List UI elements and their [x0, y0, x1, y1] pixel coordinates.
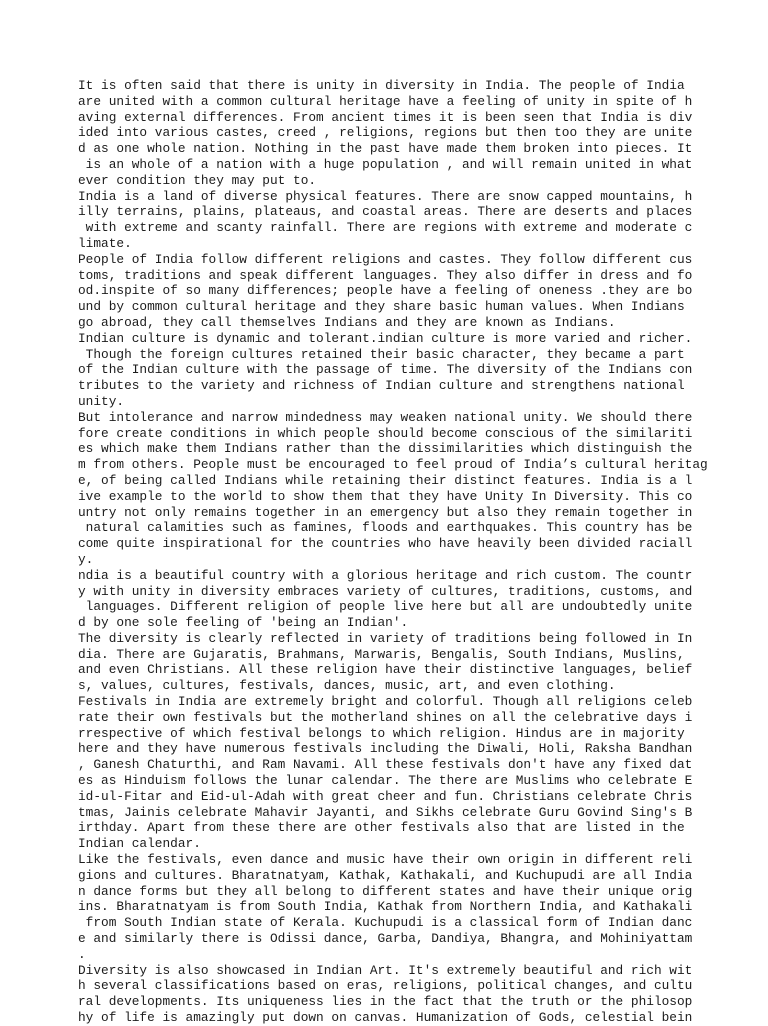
text-line: fore create conditions in which people should become conscious of the similariti: [78, 425, 693, 441]
text-line: und by common cultural heritage and they share basic human values. When Indians: [78, 299, 685, 315]
text-line: ever condition they may put to.: [78, 172, 317, 188]
text-line: rrespective of which festival belongs to which religion. Hindus are in majority: [78, 725, 685, 741]
text-line: tmas, Jainis celebrate Mahavir Jayanti, and Sikhs celebrate Guru Govind Sing's B: [78, 804, 693, 820]
text-line: es as Hinduism follows the lunar calendar. The there are Muslims who celebrate E: [78, 773, 693, 789]
text-line: rate their own festivals but the motherland shines on all the celebrative days i: [78, 709, 693, 725]
text-line: aving external differences. From ancient times it is been seen that India is div: [78, 109, 693, 125]
text-line: dia. There are Gujaratis, Brahmans, Marwaris, Bengalis, South Indians, Muslins,: [78, 646, 685, 662]
text-line: ndia is a beautiful country with a glorious heritage and rich custom. The countr: [78, 567, 693, 583]
text-line: m from others. People must be encouraged to feel proud of India’s cultural heritag: [78, 457, 708, 473]
text-line: h several classifications based on eras, religions, political changes, and cultu: [78, 978, 693, 994]
text-line: toms, traditions and speak different languages. They also differ in dress and fo: [78, 267, 693, 283]
text-line: d by one sole feeling of 'being an Indian'.: [78, 615, 409, 631]
text-line: from South Indian state of Kerala. Kuchupudi is a classical form of Indian danc: [78, 915, 693, 931]
text-line: here and they have numerous festivals including the Diwali, Holi, Raksha Bandhan: [78, 741, 693, 757]
text-line: e, of being called Indians while retaining their distinct features. India is a l: [78, 472, 693, 488]
text-line: ided into various castes, creed , religions, regions but then too they are unite: [78, 125, 693, 141]
text-line: tributes to the variety and richness of Indian culture and strengthens national: [78, 378, 685, 394]
text-line: ive example to the world to show them that they have Unity In Diversity. This co: [78, 488, 693, 504]
text-line: are united with a common cultural heritage have a feeling of unity in spite of h: [78, 93, 693, 109]
text-line: go abroad, they call themselves Indians and they are known as Indians.: [78, 314, 616, 330]
text-line: ral developments. Its uniqueness lies in the fact that the truth or the philosop: [78, 994, 693, 1010]
text-line: Diversity is also showcased in Indian Art. It's extremely beautiful and rich wit: [78, 962, 693, 978]
text-line: limate.: [78, 235, 132, 251]
text-line: untry not only remains together in an emergency but also they remain together in: [78, 504, 693, 520]
text-line: Indian culture is dynamic and tolerant.indian culture is more varied and richer.: [78, 330, 693, 346]
text-line: hy of life is amazingly put down on canvas. Humanization of Gods, celestial bein: [78, 1010, 693, 1026]
text-line: es which make them Indians rather than the dissimilarities which distinguish the: [78, 441, 693, 457]
text-line: languages. Different religion of people live here but all are undoubtedly unite: [78, 599, 693, 615]
text-line: y with unity in diversity embraces variety of cultures, traditions, customs, and: [78, 583, 693, 599]
text-line: natural calamities such as famines, floods and earthquakes. This country has be: [78, 520, 693, 536]
text-line: with extreme and scanty rainfall. There are regions with extreme and moderate c: [78, 220, 693, 236]
text-line: Festivals in India are extremely bright and colorful. Though all religions celeb: [78, 694, 693, 710]
text-line: come quite inspirational for the countries who have heavily been divided raciall: [78, 536, 693, 552]
text-line: Though the foreign cultures retained their basic character, they became a part: [78, 346, 685, 362]
text-line: ins. Bharatnatyam is from South India, Kathak from Northern India, and Kathakali: [78, 899, 693, 915]
text-line: , Ganesh Chaturthi, and Ram Navami. All these festivals don't have any fixed dat: [78, 757, 693, 773]
text-line: y.: [78, 551, 94, 567]
text-line: illy terrains, plains, plateaus, and coastal areas. There are deserts and places: [78, 204, 693, 220]
text-line: od.inspite of so many differences; people have a feeling of oneness .they are bo: [78, 283, 693, 299]
text-line: is an whole of a nation with a huge population , and will remain united in what: [78, 156, 693, 172]
text-line: The diversity is clearly reflected in variety of traditions being followed in In: [78, 630, 693, 646]
text-line: of the Indian culture with the passage of time. The diversity of the Indians con: [78, 362, 693, 378]
text-line: Indian calendar.: [78, 836, 201, 852]
text-line: .: [78, 946, 86, 962]
text-line: People of India follow different religions and castes. They follow different cus: [78, 251, 693, 267]
text-line: But intolerance and narrow mindedness may weaken national unity. We should there: [78, 409, 693, 425]
text-line: gions and cultures. Bharatnatyam, Kathak, Kathakali, and Kuchupudi are all India: [78, 867, 693, 883]
text-line: Like the festivals, even dance and music have their own origin in different reli: [78, 852, 693, 868]
text-line: e and similarly there is Odissi dance, Garba, Dandiya, Bhangra, and Mohiniyattam: [78, 931, 693, 947]
text-line: unity.: [78, 393, 125, 409]
text-line: irthday. Apart from these there are other festivals also that are listed in the: [78, 820, 685, 836]
text-line: India is a land of diverse physical features. There are snow capped mountains, h: [78, 188, 693, 204]
text-line: n dance forms but they all belong to different states and have their unique orig: [78, 883, 693, 899]
text-line: and even Christians. All these religion have their distinctive languages, belief: [78, 662, 693, 678]
text-line: s, values, cultures, festivals, dances, music, art, and even clothing.: [78, 678, 616, 694]
document-body: [78, 78, 708, 1026]
text-line: id-ul-Fitar and Eid-ul-Adah with great cheer and fun. Christians celebrate Chris: [78, 788, 693, 804]
text-line: It is often said that there is unity in diversity in India. The people of India: [78, 78, 685, 93]
text-line: d as one whole nation. Nothing in the past have made them broken into pieces. It: [78, 141, 693, 157]
